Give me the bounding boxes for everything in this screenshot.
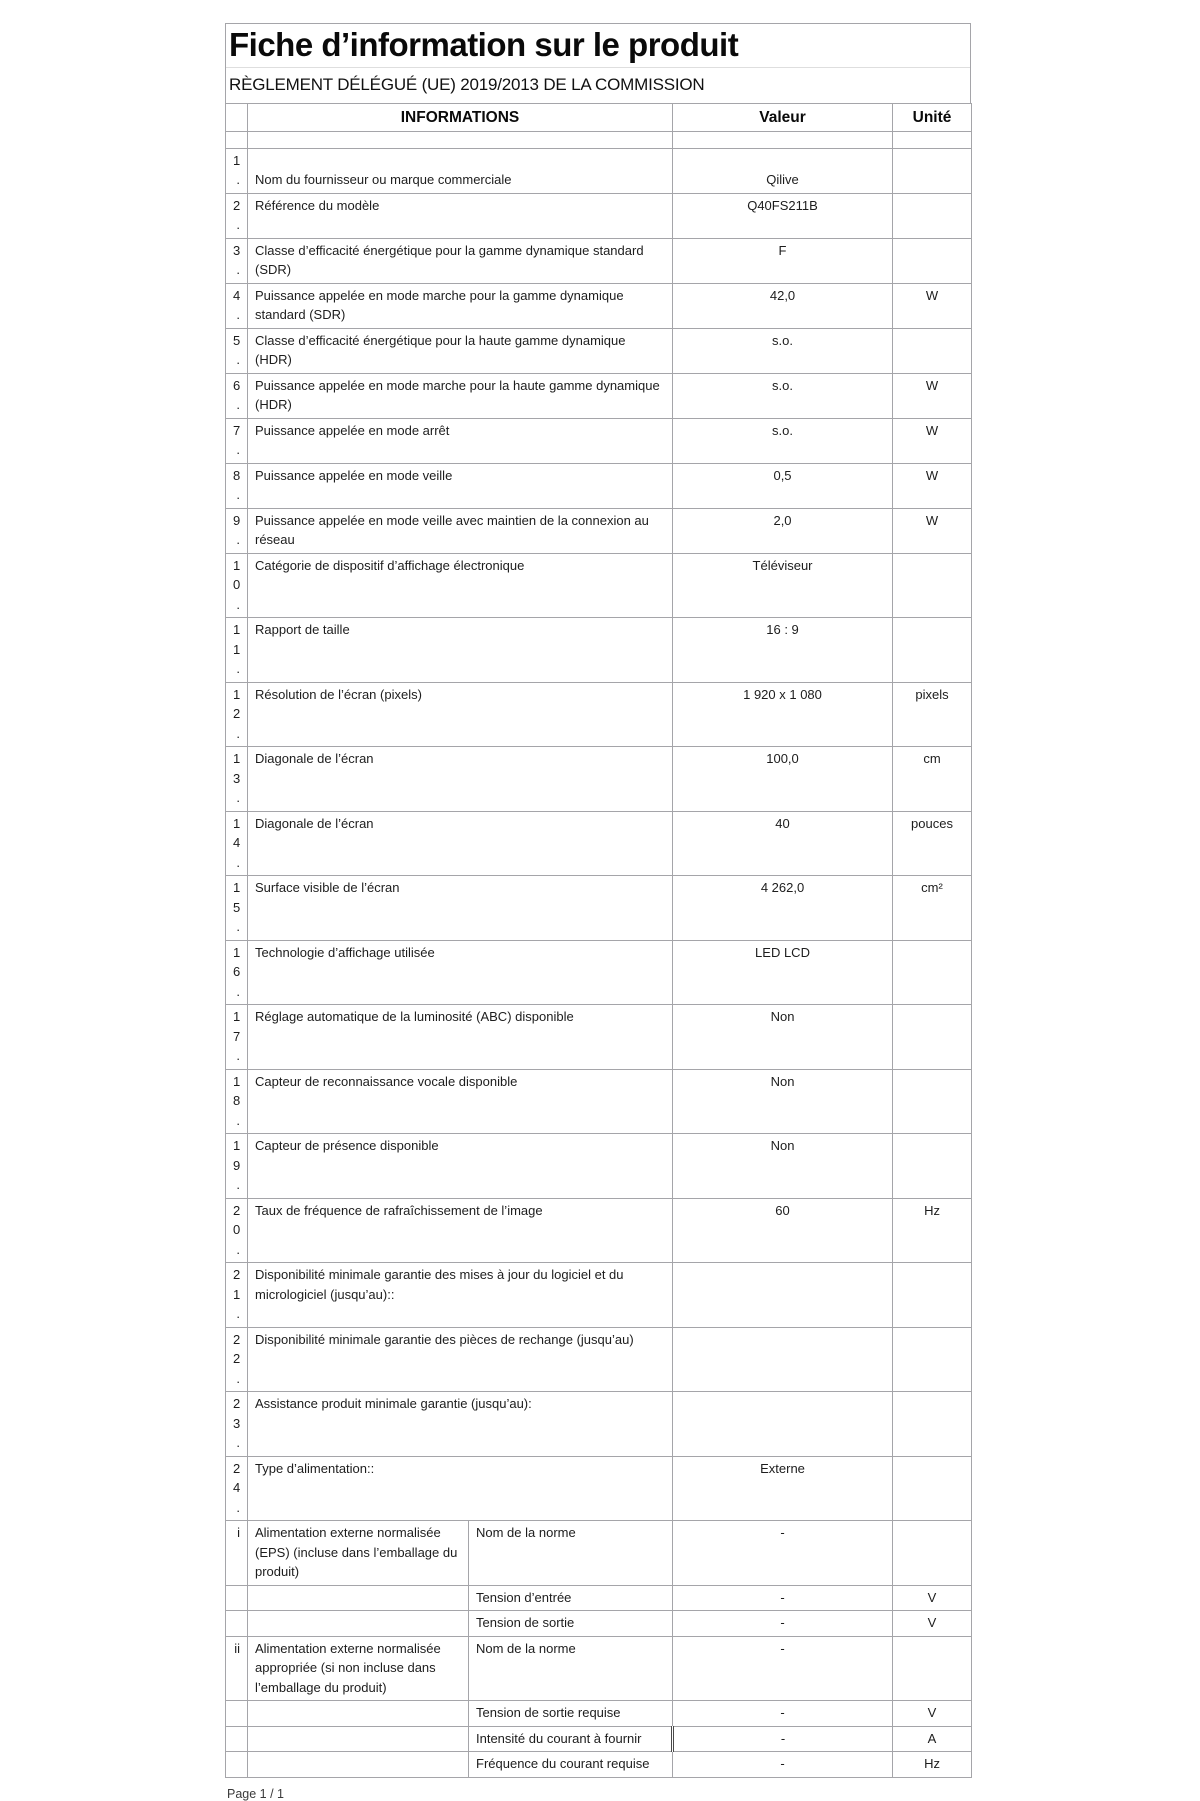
row-marker xyxy=(226,1701,248,1727)
row-label: Type d’alimentation:: xyxy=(248,1456,673,1521)
row-value: s.o. xyxy=(673,373,893,418)
row-value: s.o. xyxy=(673,328,893,373)
row-value: 40 xyxy=(673,811,893,876)
row-number: 20. xyxy=(226,1198,248,1263)
row-number: 7. xyxy=(226,418,248,463)
power-row xyxy=(226,1636,972,1701)
info-row xyxy=(226,553,972,618)
power-supply-rows-section xyxy=(226,1521,972,1778)
row-value: s.o. xyxy=(673,418,893,463)
row-number: 19. xyxy=(226,1134,248,1199)
row-value: LED LCD xyxy=(673,940,893,1005)
row-label: Classe d’efficacité énergétique pour la gamme dynamique standard (SDR) xyxy=(248,238,673,283)
row-label: Taux de fréquence de rafraîchissement de l’image xyxy=(248,1198,673,1263)
row-group-label xyxy=(248,1701,469,1727)
info-row xyxy=(226,1327,972,1392)
row-unit: W xyxy=(893,283,972,328)
info-row xyxy=(226,682,972,747)
row-label: Assistance produit minimale garantie (jusqu’au): xyxy=(248,1392,673,1457)
info-row xyxy=(226,463,972,508)
row-group-label: Alimentation externe normalisée (EPS) (incluse dans l’emballage du produit) xyxy=(248,1521,469,1586)
row-number: 23. xyxy=(226,1392,248,1457)
row-label: Disponibilité minimale garantie des pièces de rechange (jusqu’au) xyxy=(248,1327,673,1392)
row-value: - xyxy=(673,1701,893,1727)
row-label: Technologie d’affichage utilisée xyxy=(248,940,673,1005)
info-row xyxy=(226,1069,972,1134)
row-label: Rapport de taille xyxy=(248,618,673,683)
row-label: Puissance appelée en mode marche pour la haute gamme dynamique (HDR) xyxy=(248,373,673,418)
row-value: Q40FS211B xyxy=(673,193,893,238)
info-row xyxy=(226,193,972,238)
product-information-sheet xyxy=(225,23,971,1801)
page-number: Page 1 / 1 xyxy=(227,1786,284,1801)
row-unit xyxy=(893,238,972,283)
row-sub-label: Nom de la norme xyxy=(469,1521,673,1586)
row-unit: W xyxy=(893,373,972,418)
row-value: 42,0 xyxy=(673,283,893,328)
row-group-label xyxy=(248,1611,469,1637)
info-row xyxy=(226,1263,972,1328)
row-unit xyxy=(893,1392,972,1457)
row-number: 24. xyxy=(226,1456,248,1521)
row-sub-label: Tension de sortie requise xyxy=(469,1701,673,1727)
row-number: 8. xyxy=(226,463,248,508)
row-label: Référence du modèle xyxy=(248,193,673,238)
row-number: 11. xyxy=(226,618,248,683)
header-number-cell xyxy=(226,103,248,131)
row-number: 14. xyxy=(226,811,248,876)
row-marker xyxy=(226,1585,248,1611)
row-label: Puissance appelée en mode arrêt xyxy=(248,418,673,463)
page-title: Fiche d’information sur le produit xyxy=(226,24,970,68)
row-number: 12. xyxy=(226,682,248,747)
row-value: Non xyxy=(673,1069,893,1134)
info-row xyxy=(226,1456,972,1521)
row-value: 100,0 xyxy=(673,747,893,812)
row-marker: ii xyxy=(226,1636,248,1701)
row-unit: W xyxy=(893,418,972,463)
row-value: Non xyxy=(673,1005,893,1070)
row-number: 4. xyxy=(226,283,248,328)
row-unit xyxy=(893,193,972,238)
row-marker xyxy=(226,1611,248,1637)
row-unit xyxy=(893,148,972,193)
row-unit: V xyxy=(893,1585,972,1611)
row-number: 22. xyxy=(226,1327,248,1392)
info-row xyxy=(226,373,972,418)
power-row xyxy=(226,1752,972,1778)
row-unit: W xyxy=(893,463,972,508)
info-row xyxy=(226,283,972,328)
row-unit xyxy=(893,1636,972,1701)
row-number: 16. xyxy=(226,940,248,1005)
info-row xyxy=(226,811,972,876)
row-value: 4 262,0 xyxy=(673,876,893,941)
row-unit xyxy=(893,1134,972,1199)
row-number: 5. xyxy=(226,328,248,373)
row-label: Puissance appelée en mode veille avec maintien de la connexion au réseau xyxy=(248,508,673,553)
row-unit xyxy=(893,553,972,618)
row-value: 0,5 xyxy=(673,463,893,508)
row-number: 13. xyxy=(226,747,248,812)
row-unit: W xyxy=(893,508,972,553)
power-row xyxy=(226,1701,972,1727)
info-row xyxy=(226,508,972,553)
info-row xyxy=(226,747,972,812)
regulation-subtitle: RÈGLEMENT DÉLÉGUÉ (UE) 2019/2013 DE LA COMMISSION xyxy=(229,74,705,94)
info-row xyxy=(226,1134,972,1199)
row-value: F xyxy=(673,238,893,283)
row-unit: Hz xyxy=(893,1752,972,1778)
row-label: Résolution de l’écran (pixels) xyxy=(248,682,673,747)
row-number: 9. xyxy=(226,508,248,553)
row-value xyxy=(673,1392,893,1457)
row-unit: V xyxy=(893,1701,972,1727)
row-number: 1. xyxy=(226,148,248,193)
row-unit xyxy=(893,1069,972,1134)
power-row xyxy=(226,1521,972,1586)
row-marker xyxy=(226,1726,248,1752)
row-label: Capteur de reconnaissance vocale disponible xyxy=(248,1069,673,1134)
row-unit: pixels xyxy=(893,682,972,747)
info-row xyxy=(226,238,972,283)
row-number: 18. xyxy=(226,1069,248,1134)
row-number: 3. xyxy=(226,238,248,283)
power-row xyxy=(226,1726,972,1752)
row-value: 1 920 x 1 080 xyxy=(673,682,893,747)
row-value: Qilive xyxy=(673,148,893,193)
info-row xyxy=(226,940,972,1005)
row-number: 17. xyxy=(226,1005,248,1070)
row-unit: cm xyxy=(893,747,972,812)
row-marker xyxy=(226,1752,248,1778)
row-sub-label: Tension de sortie xyxy=(469,1611,673,1637)
row-unit: Hz xyxy=(893,1198,972,1263)
row-number: 6. xyxy=(226,373,248,418)
row-unit xyxy=(893,1005,972,1070)
row-unit: cm² xyxy=(893,876,972,941)
numbered-rows-section xyxy=(226,148,972,1521)
info-row xyxy=(226,1005,972,1070)
info-row xyxy=(226,328,972,373)
valeur-column-header: Valeur xyxy=(673,103,893,131)
power-row xyxy=(226,1611,972,1637)
unite-column-header: Unité xyxy=(893,103,972,131)
row-label: Nom du fournisseur ou marque commerciale xyxy=(248,148,673,193)
row-sub-label: Tension d’entrée xyxy=(469,1585,673,1611)
info-row xyxy=(226,1392,972,1457)
info-row xyxy=(226,618,972,683)
row-marker: i xyxy=(226,1521,248,1586)
row-label: Classe d’efficacité énergétique pour la haute gamme dynamique (HDR) xyxy=(248,328,673,373)
row-number: 15. xyxy=(226,876,248,941)
row-group-label xyxy=(248,1726,469,1752)
row-label: Réglage automatique de la luminosité (ABC) disponible xyxy=(248,1005,673,1070)
row-unit: pouces xyxy=(893,811,972,876)
row-number: 21. xyxy=(226,1263,248,1328)
row-value: Téléviseur xyxy=(673,553,893,618)
row-label: Diagonale de l’écran xyxy=(248,747,673,812)
table-header-row xyxy=(226,103,972,131)
row-unit xyxy=(893,328,972,373)
product-info-table xyxy=(225,103,972,1778)
info-row xyxy=(226,418,972,463)
row-unit xyxy=(893,1456,972,1521)
row-label: Surface visible de l’écran xyxy=(248,876,673,941)
row-label: Capteur de présence disponible xyxy=(248,1134,673,1199)
row-value: - xyxy=(673,1585,893,1611)
row-number: 2. xyxy=(226,193,248,238)
row-value: 60 xyxy=(673,1198,893,1263)
power-row xyxy=(226,1585,972,1611)
row-group-label xyxy=(248,1585,469,1611)
row-unit: V xyxy=(893,1611,972,1637)
row-unit xyxy=(893,1521,972,1586)
row-unit xyxy=(893,1327,972,1392)
row-value: 16 : 9 xyxy=(673,618,893,683)
document-header xyxy=(225,23,971,103)
row-value: - xyxy=(673,1726,893,1752)
row-value: - xyxy=(673,1752,893,1778)
row-number: 10. xyxy=(226,553,248,618)
spacer-row xyxy=(226,131,972,148)
row-value: Externe xyxy=(673,1456,893,1521)
row-sub-label: Fréquence du courant requise xyxy=(469,1752,673,1778)
row-value: 2,0 xyxy=(673,508,893,553)
row-unit xyxy=(893,940,972,1005)
row-label: Diagonale de l’écran xyxy=(248,811,673,876)
row-group-label xyxy=(248,1752,469,1778)
info-row xyxy=(226,148,972,193)
row-label: Puissance appelée en mode veille xyxy=(248,463,673,508)
info-row xyxy=(226,876,972,941)
row-value: - xyxy=(673,1611,893,1637)
row-value xyxy=(673,1263,893,1328)
row-sub-label: Nom de la norme xyxy=(469,1636,673,1701)
row-value: Non xyxy=(673,1134,893,1199)
row-label: Catégorie de dispositif d’affichage électronique xyxy=(248,553,673,618)
row-group-label: Alimentation externe normalisée appropriée (si non incluse dans l’emballage du produit) xyxy=(248,1636,469,1701)
info-row xyxy=(226,1198,972,1263)
row-sub-label: Intensité du courant à fournir xyxy=(469,1726,673,1752)
row-unit xyxy=(893,1263,972,1328)
row-value: - xyxy=(673,1521,893,1586)
row-unit: A xyxy=(893,1726,972,1752)
row-label: Puissance appelée en mode marche pour la gamme dynamique standard (SDR) xyxy=(248,283,673,328)
row-value: - xyxy=(673,1636,893,1701)
row-value xyxy=(673,1327,893,1392)
row-unit xyxy=(893,618,972,683)
informations-column-header: INFORMATIONS xyxy=(248,103,673,131)
row-label: Disponibilité minimale garantie des mises à jour du logiciel et du micrologiciel (jusqu’au):: xyxy=(248,1263,673,1328)
